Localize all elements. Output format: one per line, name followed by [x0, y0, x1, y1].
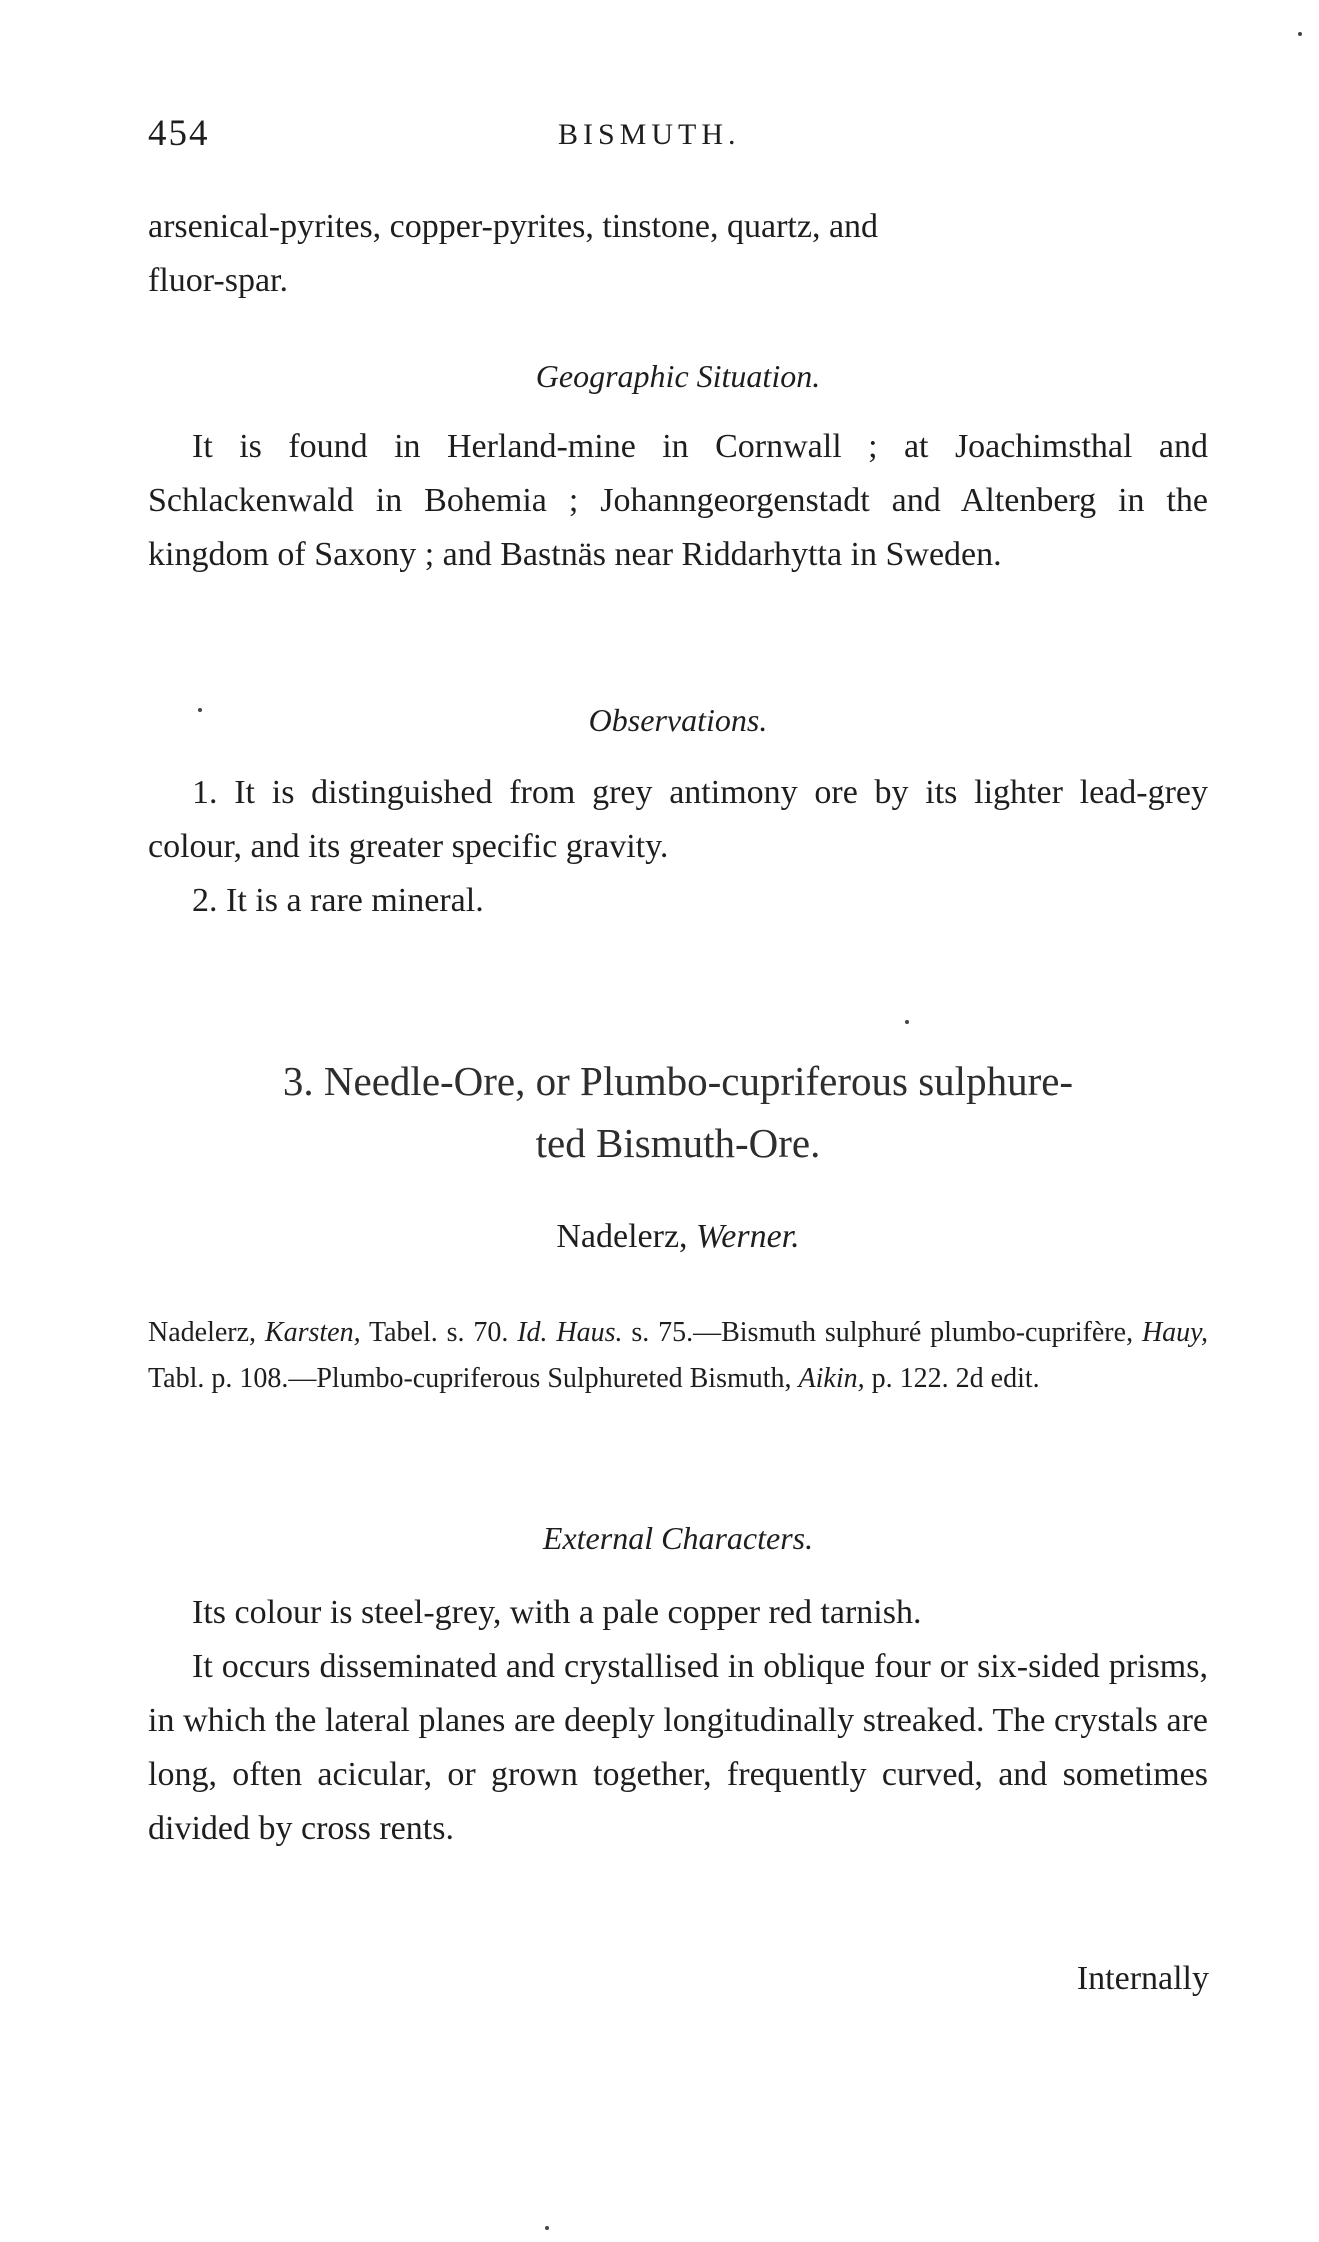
ref-author-hauy: Hauy, — [1141, 1317, 1209, 1348]
running-head: BISMUTH. — [558, 118, 741, 151]
observation-item-1: 1. It is distinguished from grey antimony ore by its lighter lead-grey colour, and its greater specific gravity. — [148, 774, 1208, 865]
intro-text — [148, 200, 1208, 308]
section-title-line-1: 3. Needle-Ore, or Plumbo-cupriferous sulphure- — [282, 1058, 1074, 1104]
catchword: Internally — [1076, 1960, 1209, 1997]
synonym-name: Nadelerz, — [556, 1218, 688, 1255]
section-title-line-2: ted Bismuth-Ore. — [535, 1120, 821, 1166]
ref-text-2: s. 75.—Bismuth sulphuré plumbo-cuprifère, — [631, 1317, 1134, 1348]
ref-author-karsten: Karsten, — [264, 1317, 361, 1348]
observations-list — [148, 766, 1208, 928]
print-speck — [1298, 32, 1302, 36]
references — [148, 1310, 1208, 1402]
geographic-paragraph — [148, 420, 1208, 582]
external-heading: External Characters. — [542, 1520, 814, 1556]
print-speck — [198, 708, 202, 712]
ref-text-1: Tabel. s. 70. — [368, 1317, 509, 1348]
external-paragraph-1: Its colour is steel-grey, with a pale copper red tarnish. — [192, 1594, 922, 1631]
print-speck — [545, 2226, 549, 2230]
observations-heading: Observations. — [588, 702, 768, 738]
ref-name: Nadelerz, — [148, 1317, 257, 1348]
page-header — [148, 112, 1208, 162]
intro-line-2: fluor-spar. — [148, 262, 289, 299]
ref-author-aikin: Aikin, — [798, 1363, 865, 1394]
ref-author-id-haus: Id. Haus. — [517, 1317, 623, 1348]
geographic-heading: Geographic Situation. — [535, 358, 821, 394]
page-number: 454 — [148, 113, 210, 154]
synonym-author: Werner. — [696, 1218, 800, 1255]
synonym-line — [148, 1218, 1208, 1256]
external-paragraph-2: It occurs disseminated and crystallised in oblique four or six-sided prisms, in which the lateral planes are deeply longitudinally streaked. The crystals are long, often acicular, or grown together, frequently curved, and sometimes divided by cross rents. — [148, 1648, 1208, 1847]
external-text — [148, 1586, 1208, 1856]
intro-line-1: arsenical-pyrites, copper-pyrites, tinstone, quartz, and — [148, 208, 879, 245]
print-speck — [905, 1020, 909, 1024]
observation-item-2: 2. It is a rare mineral. — [192, 882, 484, 919]
ref-text-4: p. 122. 2d edit. — [871, 1363, 1040, 1394]
section-title — [148, 1050, 1208, 1174]
geographic-text: It is found in Herland-mine in Cornwall ; at Joachimsthal and Schlackenwald in Bohemia ; Johanngeorgenstadt and Altenberg in the kingdom of Saxony ; and Bastnäs near Riddarhytta in Sweden. — [148, 428, 1208, 573]
ref-text-3: Tabl. p. 108.—Plumbo-cupriferous Sulphureted Bismuth, — [148, 1363, 792, 1394]
